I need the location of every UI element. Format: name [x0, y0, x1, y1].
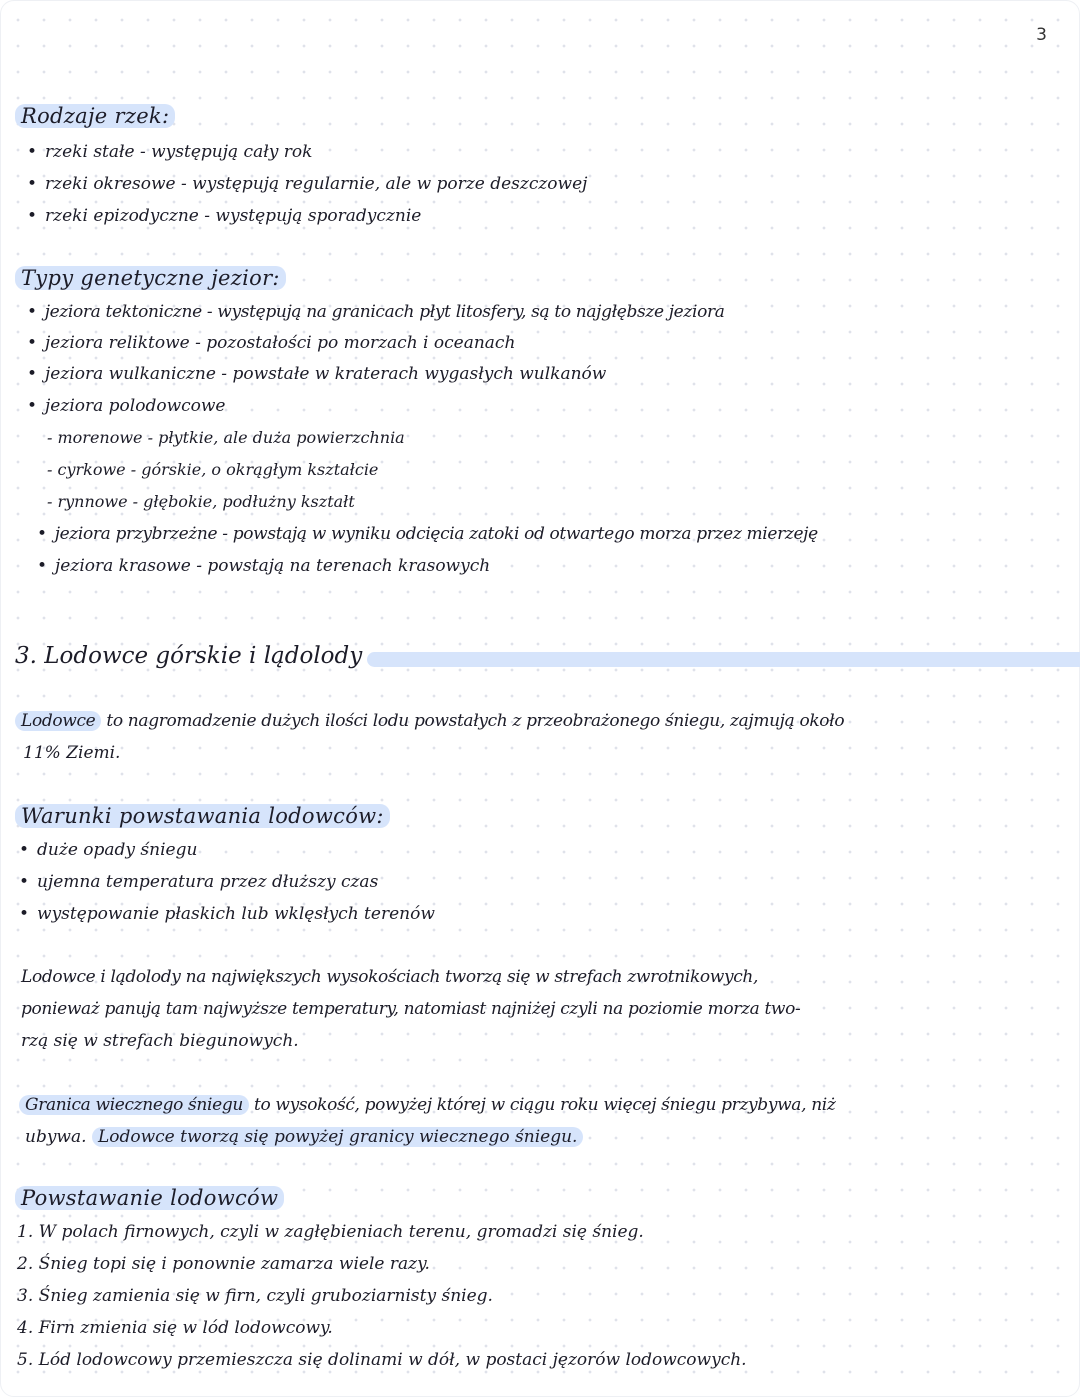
glacier-term: Lodowce: [15, 711, 101, 731]
sub-list-item: - morenowe - płytkie, ale duża powierzchnia: [47, 428, 405, 447]
list-item: 5. Lód lodowcowy przemieszcza się dolinami w dół, w postaci jęzorów lodowcowych.: [17, 1350, 747, 1370]
list-item: 2. Śnieg topi się i ponownie zamarza wiele razy.: [17, 1254, 430, 1274]
conditions-heading: [15, 801, 390, 831]
snow-line-highlight: Lodowce tworzą się powyżej granicy wiecznego śniegu.: [92, 1127, 584, 1147]
formation-title: Powstawanie lodowców: [15, 1186, 284, 1210]
glacier-definition-line1: [15, 705, 844, 737]
altitude-line3: rzą się w strefach biegunowych.: [21, 1031, 299, 1051]
list-item: • ujemna temperatura przez dłuższy czas: [19, 867, 378, 897]
section-underline: [367, 652, 1080, 667]
section-title: 3. Lodowce górskie i lądolody: [15, 643, 363, 669]
rivers-heading: [15, 101, 175, 131]
lakes-title: Typy genetyczne jezior:: [15, 266, 286, 290]
list-item: • rzeki epizodyczne - występują sporadycznie: [27, 201, 421, 231]
snow-line-term: Granica wiecznego śniegu: [19, 1095, 249, 1115]
glacier-definition-text: to nagromadzenie dużych ilości lodu powstałych z przeobrażonego śniegu, zajmują około: [106, 711, 845, 731]
sub-list-item: - rynnowe - głębokie, podłużny kształt: [47, 492, 355, 511]
altitude-line2: ponieważ panują tam najwyższe temperatury, natomiast najniżej czyli na poziomie morza two-: [21, 999, 801, 1019]
snow-line-line1: [19, 1089, 835, 1121]
list-item: • duże opady śniegu: [19, 835, 197, 865]
list-item: 1. W polach firnowych, czyli w zagłębieniach terenu, gromadzi się śnieg.: [17, 1222, 644, 1242]
list-item: • jeziora krasowe - powstają na terenach krasowych: [37, 551, 490, 581]
lakes-heading: [15, 263, 286, 293]
list-item: • rzeki stałe - występują cały rok: [27, 137, 312, 167]
list-item: 4. Firn zmienia się w lód lodowcowy.: [17, 1318, 333, 1338]
list-item: • jeziora polodowcowe: [27, 391, 225, 421]
sub-list-item: - cyrkowe - górskie, o okrągłym kształcie: [47, 460, 379, 479]
altitude-line1: Lodowce i lądolody na największych wysokościach tworzą się w strefach zwrotnikowych,: [21, 967, 759, 987]
snow-line-prefix: ubywa.: [25, 1127, 87, 1147]
list-item: • jeziora wulkaniczne - powstałe w kraterach wygasłych wulkanów: [27, 359, 606, 389]
snow-line-text: to wysokość, powyżej której w ciągu roku więcej śniegu przybywa, niż: [254, 1095, 836, 1115]
list-item: • jeziora tektoniczne - występują na granicach płyt litosfery, są to najgłębsze jeziora: [27, 297, 725, 327]
formation-heading: [15, 1183, 284, 1213]
snow-line-line2: [25, 1121, 583, 1153]
list-item: • jeziora reliktowe - pozostałości po morzach i oceanach: [27, 328, 515, 358]
rivers-title: Rodzaje rzek:: [15, 104, 175, 128]
list-item: • rzeki okresowe - występują regularnie, ale w porze deszczowej: [27, 169, 587, 199]
list-item: 3. Śnieg zamienia się w firn, czyli gruboziarnisty śnieg.: [17, 1286, 493, 1306]
list-item: • jeziora przybrzeżne - powstają w wyniku odcięcia zatoki od otwartego morza przez mierzeję: [37, 519, 818, 549]
page-number: 3: [1036, 25, 1047, 45]
conditions-title: Warunki powstawania lodowców:: [15, 804, 390, 828]
list-item: • występowanie płaskich lub wklęsłych terenów: [19, 899, 435, 929]
glacier-definition-line2: 11% Ziemi.: [23, 743, 121, 763]
